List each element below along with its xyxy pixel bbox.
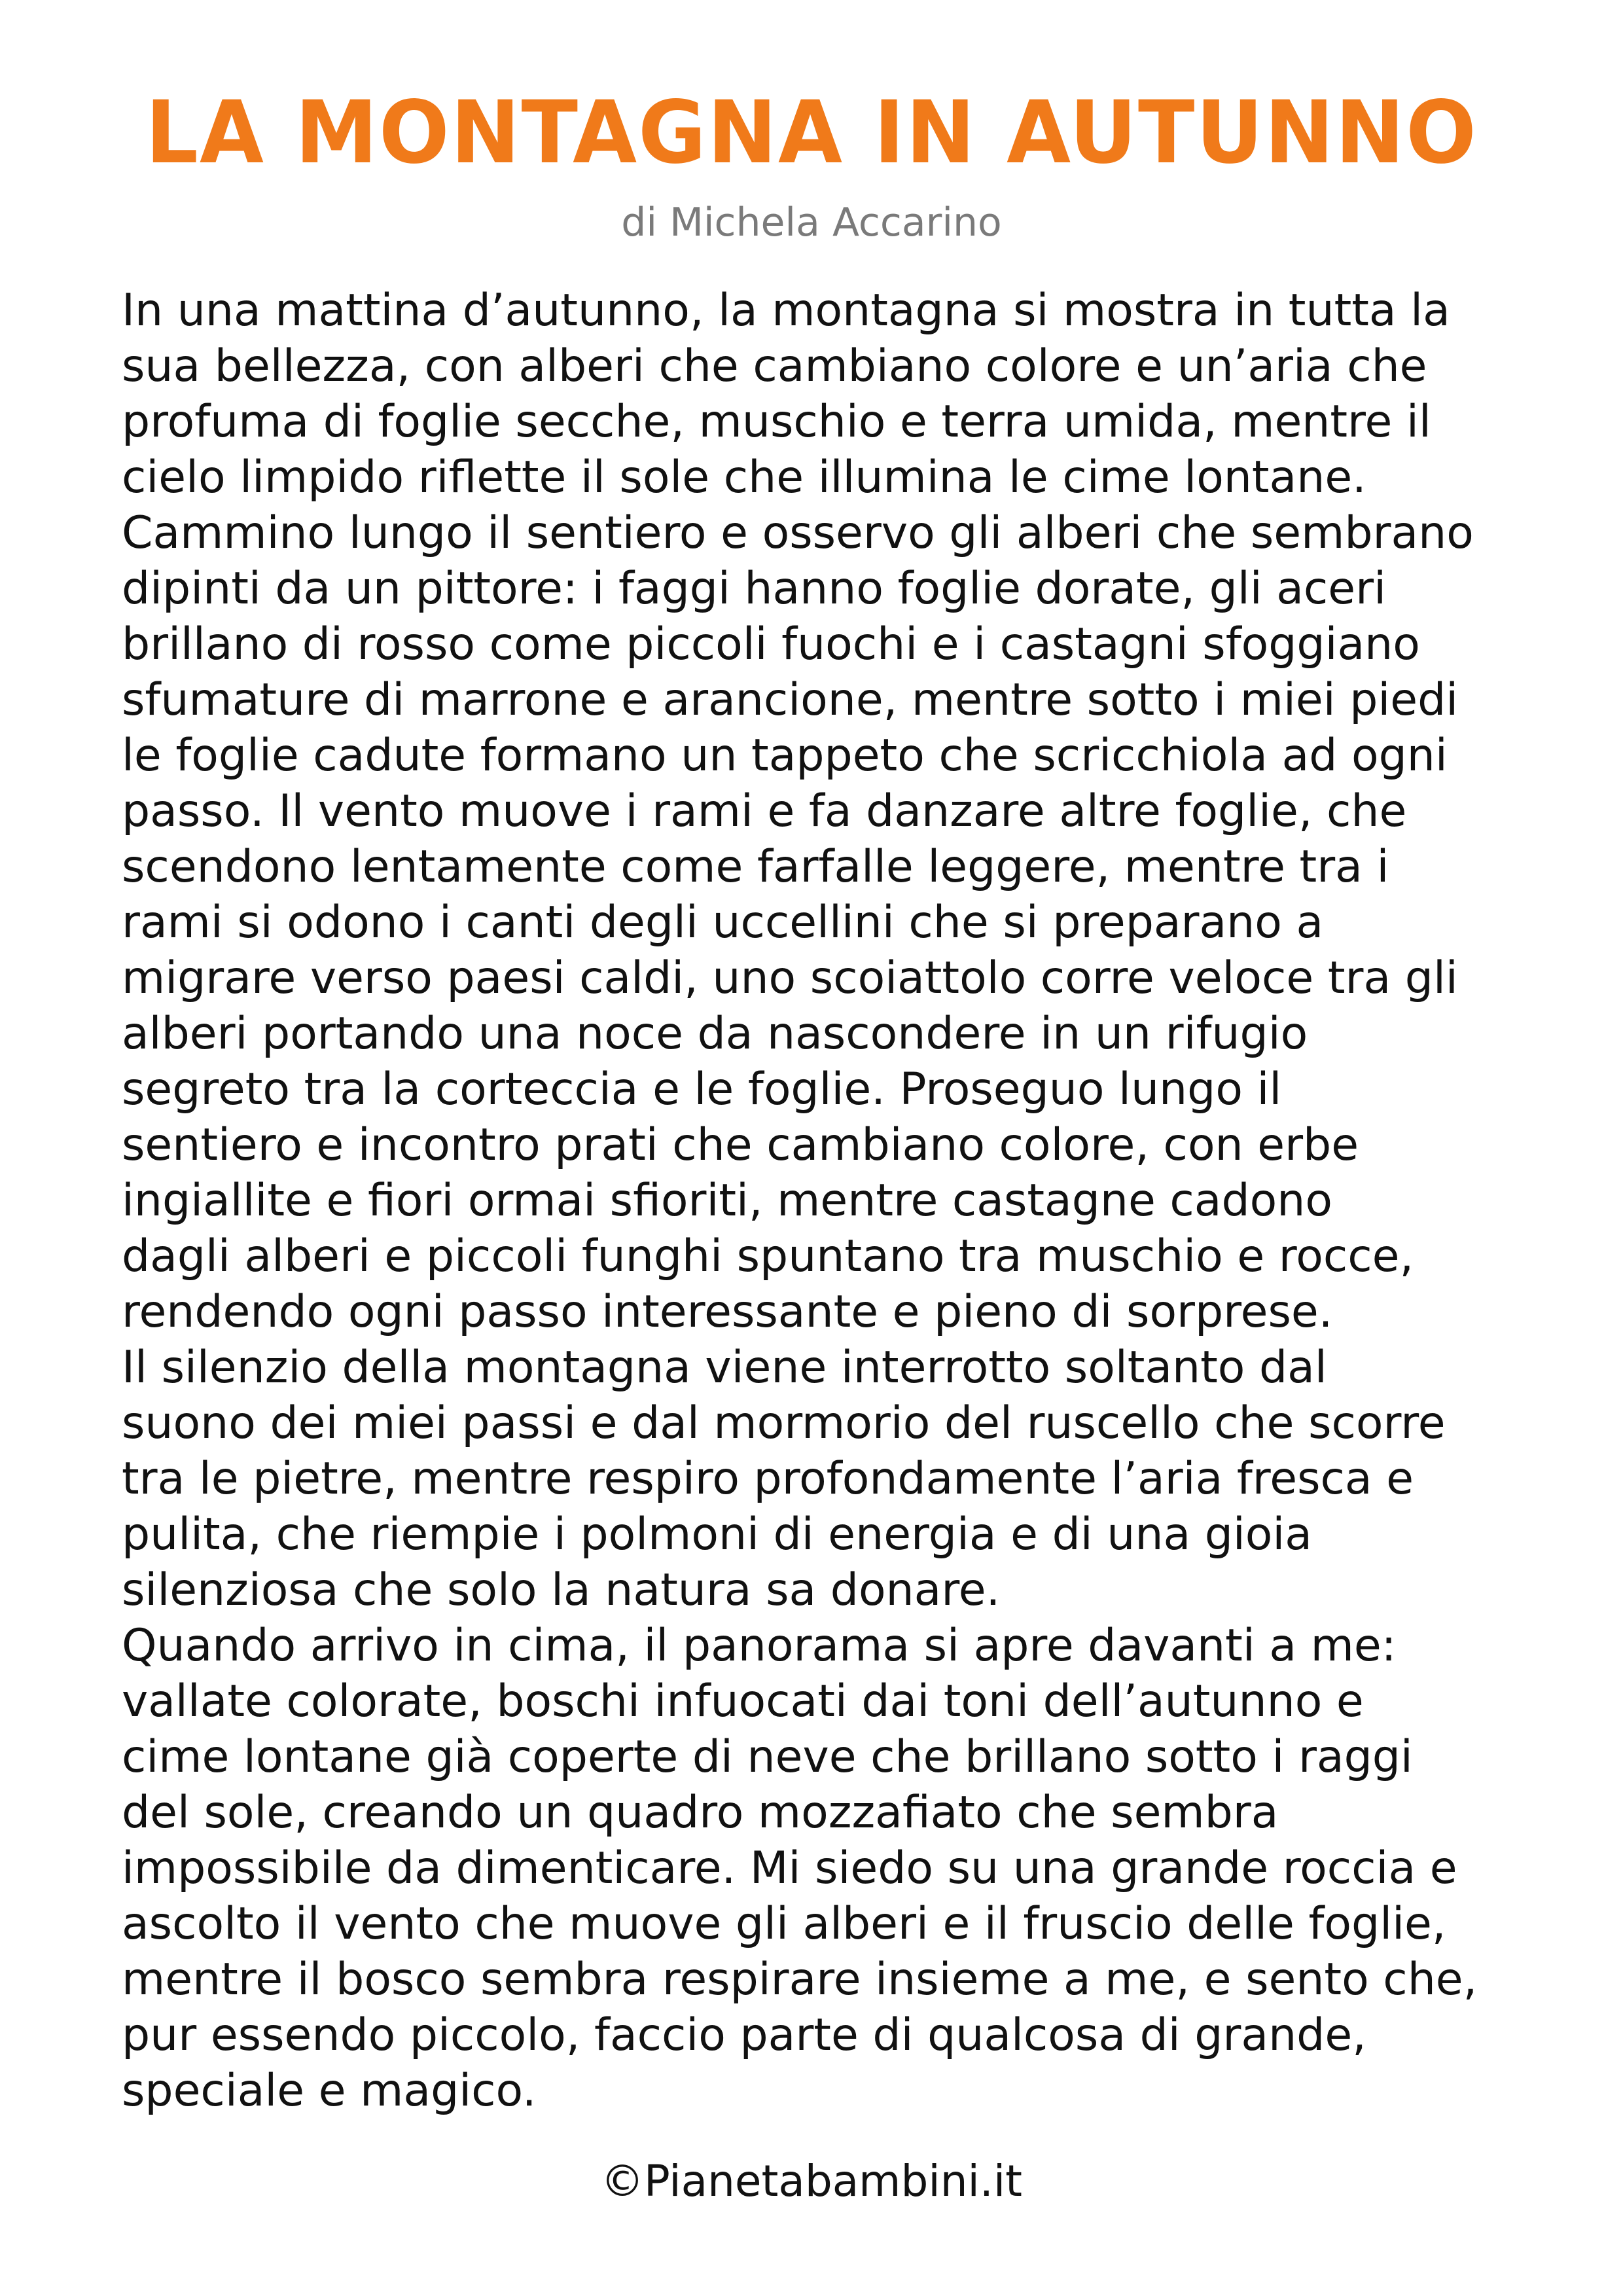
copyright-footer: ©Pianetabambini.it [600, 2156, 1023, 2206]
text-line: cime lontane già coperte di neve che brillano sotto i raggi [122, 1731, 1413, 1783]
text-line: migrare verso paesi caldi, uno scoiattolo corre veloce tra gli [122, 952, 1458, 1004]
text-line: alberi portando una noce da nascondere in un rifugio [122, 1008, 1308, 1060]
text-line: dipinti da un pittore: i faggi hanno foglie dorate, gli aceri [122, 563, 1386, 615]
text-line: vallate colorate, boschi infuocati dai toni dell’autunno e [122, 1676, 1364, 1727]
text-line: speciale e magico. [122, 2065, 537, 2117]
text-line: segreto tra la corteccia e le foglie. Proseguo lungo il [122, 1064, 1282, 1115]
story-body [122, 283, 1516, 2119]
text-line: pur essendo piccolo, faccio parte di qualcosa di grande, [122, 2009, 1366, 2061]
text-line: ascolto il vento che muove gli alberi e il fruscio delle foglie, [122, 1898, 1446, 1950]
text-line: cielo limpido riflette il sole che illumina le cime lontane. [122, 452, 1366, 503]
text-line: Il silenzio della montagna viene interrotto soltanto dal [122, 1342, 1327, 1393]
text-line: brillano di rosso come piccoli fuochi e i castagni sfoggiano [122, 619, 1420, 670]
text-line: rendendo ogni passo interessante e pieno di sorprese. [122, 1286, 1333, 1338]
text-line: sfumature di marrone e arancione, mentre sotto i miei piedi [122, 674, 1459, 726]
text-line: ingiallite e fiori ormai sfioriti, mentre castagne cadono [122, 1175, 1332, 1227]
text-line: mentre il bosco sembra respirare insieme a me, e sento che, [122, 1954, 1478, 2005]
text-line: scendono lentamente come farfalle leggere, mentre tra i [122, 841, 1389, 893]
author-byline: di Michela Accarino [621, 200, 1002, 245]
text-line: sentiero e incontro prati che cambiano colore, con erbe [122, 1119, 1359, 1171]
text-line: Quando arrivo in cima, il panorama si apre davanti a me: [122, 1620, 1397, 1672]
text-line: sua bellezza, con alberi che cambiano colore e un’aria che [122, 340, 1427, 392]
text-line: passo. Il vento muove i rami e fa danzare altre foglie, che [122, 785, 1407, 837]
text-line: silenziosa che solo la natura sa donare. [122, 1564, 1001, 1616]
page-title: LA MONTAGNA IN AUTUNNO [145, 82, 1478, 183]
text-line: le foglie cadute formano un tappeto che scricchiola ad ogni [122, 730, 1448, 781]
text-line: impossibile da dimenticare. Mi siedo su una grande roccia e [122, 1842, 1457, 1894]
text-line: pulita, che riempie i polmoni di energia e di una gioia [122, 1509, 1312, 1560]
text-line: profuma di foglie secche, muschio e terra umida, mentre il [122, 396, 1431, 448]
text-line: del sole, creando un quadro mozzafiato che sembra [122, 1787, 1279, 1839]
text-line: In una mattina d’autunno, la montagna si mostra in tutta la [122, 285, 1450, 336]
text-line: suono dei miei passi e dal mormorio del ruscello che scorre [122, 1397, 1446, 1449]
text-line: dagli alberi e piccoli funghi spuntano tra muschio e rocce, [122, 1230, 1414, 1282]
text-line: Cammino lungo il sentiero e osservo gli alberi che sembrano [122, 507, 1474, 559]
text-line: tra le pietre, mentre respiro profondamente l’aria fresca e [122, 1453, 1414, 1505]
text-line: rami si odono i canti degli uccellini che si preparano a [122, 897, 1324, 948]
